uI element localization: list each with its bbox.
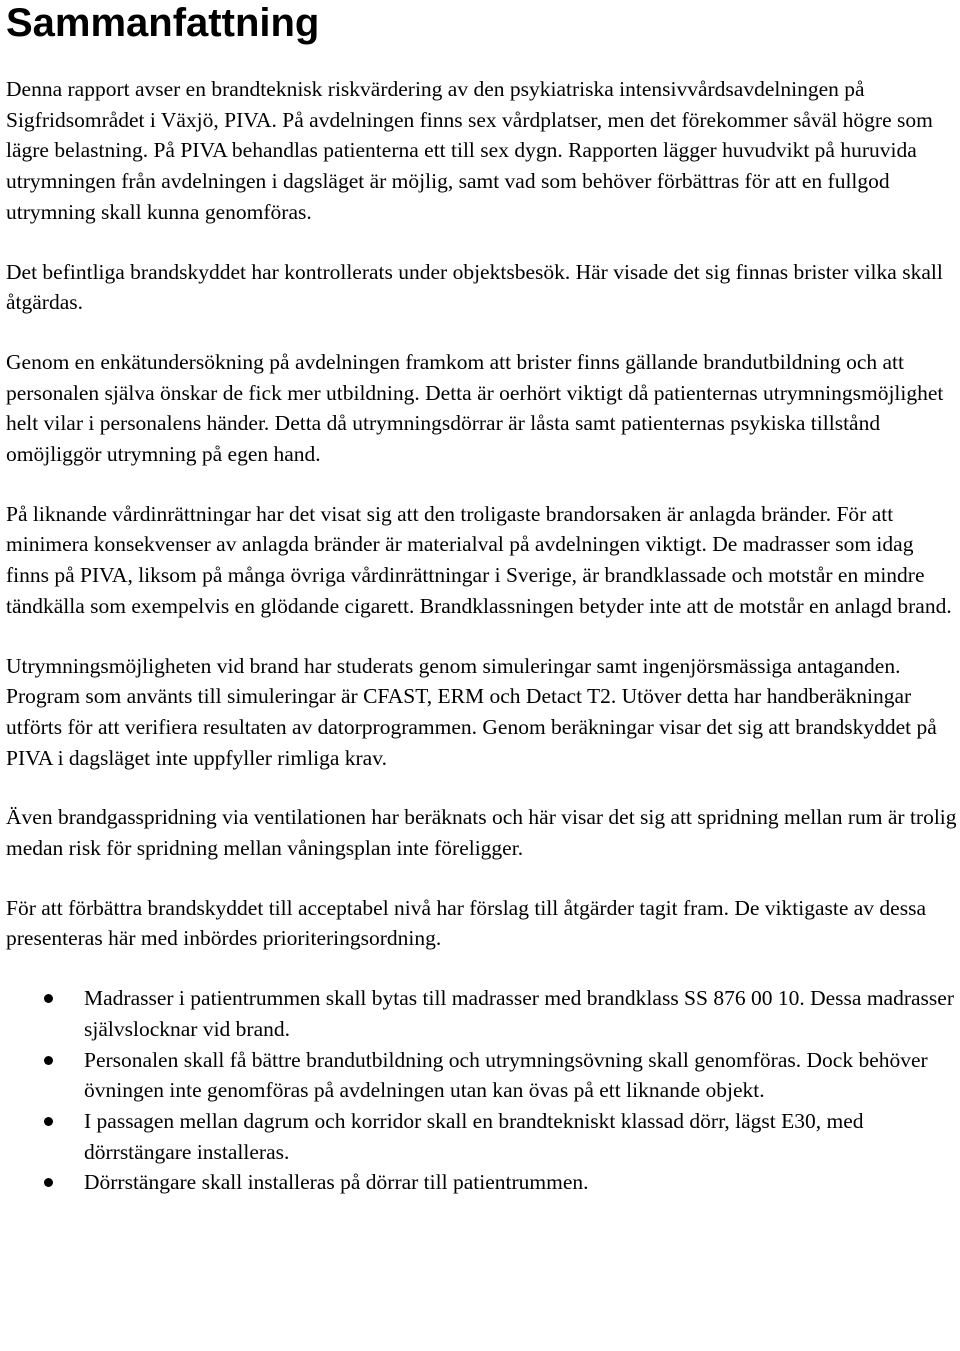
bullet-icon bbox=[44, 994, 53, 1003]
list-item bbox=[6, 1167, 958, 1198]
bullet-icon bbox=[44, 1178, 53, 1187]
list-item bbox=[6, 1106, 958, 1167]
measures-list bbox=[6, 983, 958, 1198]
paragraph-inspection: Det befintliga brandskyddet har kontrollerats under objektsbesök. Här visade det sig finnas brister vilka skall åtgärdas. bbox=[6, 259, 943, 315]
paragraph-smoke-spread: Även brandgasspridning via ventilationen har beräknats och här visar det sig att spridning mellan rum är trolig medan risk för spridning mellan våningsplan inte föreligger. bbox=[6, 805, 957, 861]
list-item-text: I passagen mellan dagrum och korridor skall en brandtekniskt klassad dörr, lägst E30, med dörrstängare installeras. bbox=[84, 1108, 864, 1164]
list-item-text: Dörrstängare skall installeras på dörrar till patientrummen. bbox=[84, 1170, 589, 1195]
list-item-text: Personalen skall få bättre brandutbildning och utrymningsövning skall genomföras. Dock behöver övningen inte genomföras på avdelningen utan kan övas på ett liknande objekt. bbox=[84, 1047, 928, 1103]
paragraph-fire-causes: På liknande vårdinrättningar har det visat sig att den troligaste brandorsaken är anlagda bränder. För att minimera konsekvenser av anlagda bränder är materialval på avdelningen viktigt. De madrasser som idag finns på PIVA, liksom på många övriga vårdinrättningar i Sverige, är brandklassade och motstår en mindre tändkälla som exempelvis en glödande cigarett. Brandklassningen betyder inte att de motstår en anlagd brand. bbox=[6, 501, 952, 618]
list-item-text: Madrasser i patientrummen skall bytas till madrasser med brandklass SS 876 00 10. Dessa madrasser självslocknar vid brand. bbox=[84, 986, 954, 1041]
page-title: Sammanfattning bbox=[6, 1, 320, 45]
paragraph-simulations: Utrymningsmöjligheten vid brand har studerats genom simuleringar samt ingenjörsmässiga antaganden. Program som använts till simuleringar är CFAST, ERM och Detact T2. Utöver detta har handberäkningar utförts för att verifiera resultaten av datorprogrammen. Genom beräkningar visar det sig att brandskyddet på PIVA i dagsläget inte uppfyller rimliga krav. bbox=[6, 653, 937, 770]
paragraph-measures-intro: För att förbättra brandskyddet till acceptabel nivå har förslag till åtgärder tagit fram. De viktigaste av dessa presenteras här med inbördes prioriteringsordning. bbox=[6, 895, 926, 951]
document-page bbox=[6, 0, 958, 1198]
list-item bbox=[6, 1045, 958, 1106]
paragraph-survey: Genom en enkätundersökning på avdelningen framkom att brister finns gällande brandutbildning och att personalen själva önskar de fick mer utbildning. Detta är oerhört viktigt då patienternas utrymningsmöjlighet helt vilar i personalens händer. Detta då utrymningsdörrar är låsta samt patienternas psykiska tillstånd omöjliggör utrymning på egen hand. bbox=[6, 349, 944, 467]
paragraph-intro: Denna rapport avser en brandteknisk riskvärdering av den psykiatriska intensivvårdsavdelningen på Sigfridsområdet i Växjö, PIVA. På avdelningen finns sex vårdplatser, men det förekommer såväl högre som lägre belastning. På PIVA behandlas patienterna ett till sex dygn. Rapporten lägger huvudvikt på huruvida utrymningen från avdelningen i dagsläget är möjlig, samt vad som behöver förbättras för att en fullgod utrymning skall kunna genomföras. bbox=[6, 77, 933, 224]
bullet-icon bbox=[44, 1117, 53, 1126]
list-item bbox=[6, 983, 958, 1044]
bullet-icon bbox=[44, 1056, 53, 1065]
